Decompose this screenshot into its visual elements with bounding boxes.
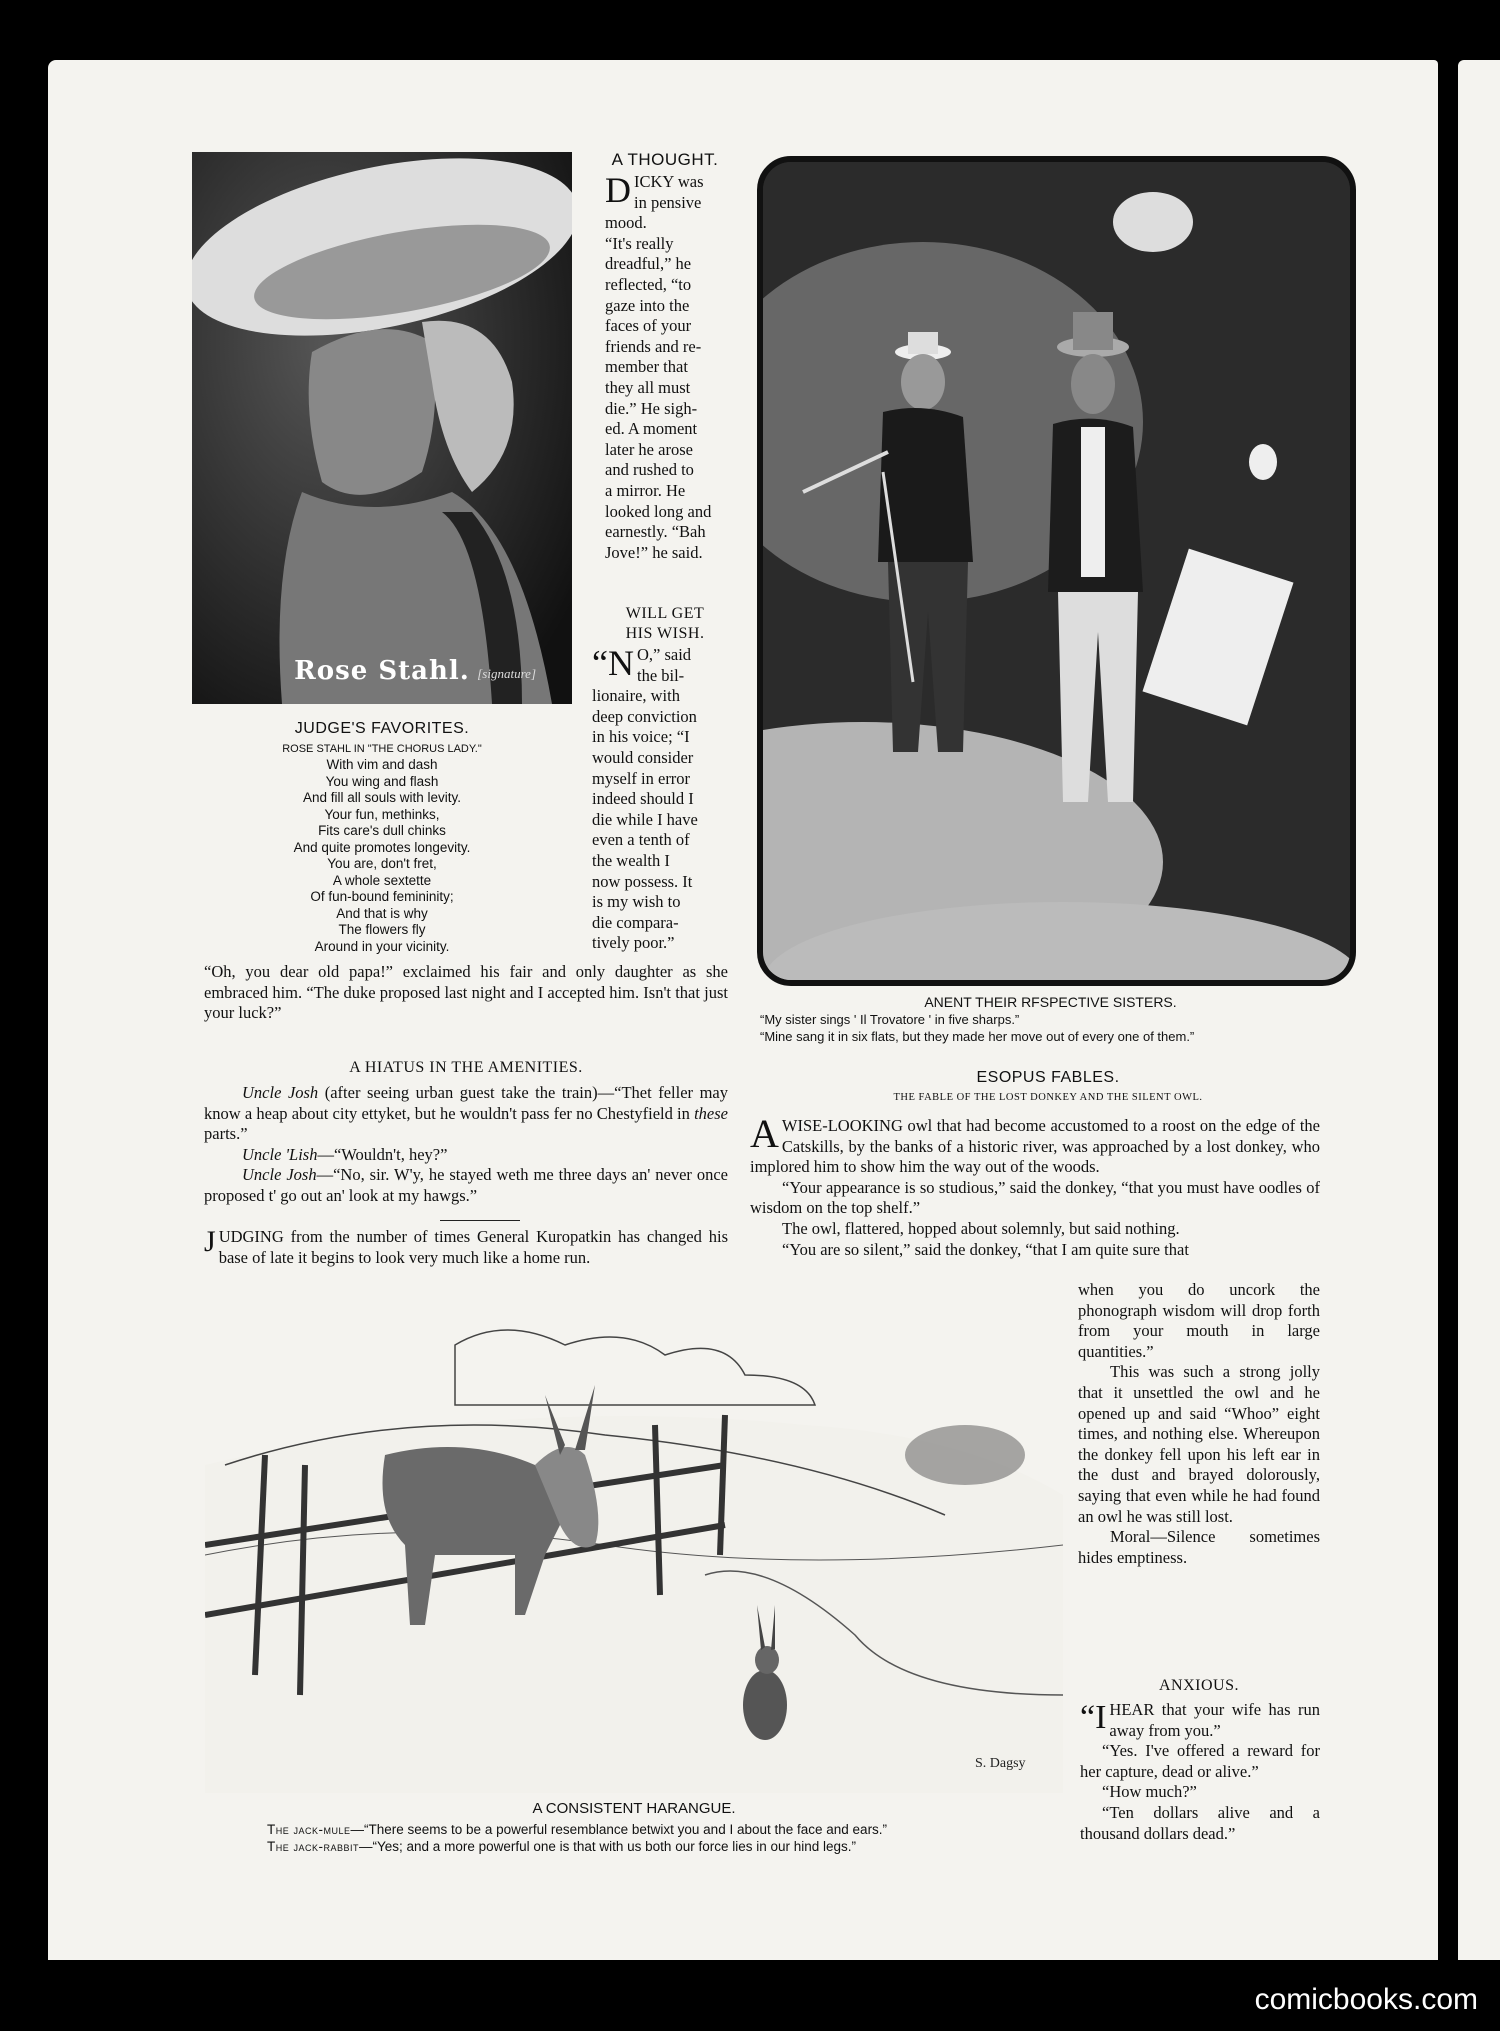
wish-line: now possess. It — [592, 871, 693, 891]
thought-line: gaze into the — [605, 295, 690, 315]
favorites-subtitle: ROSE STAHL IN "THE CHORUS LADY." — [282, 743, 482, 755]
thought-text — [605, 172, 728, 563]
next-page-edge — [1458, 60, 1500, 1960]
thought-line: in pensive — [634, 192, 702, 212]
esopus-text-side — [1078, 1280, 1320, 1568]
wish-line: in his voice; “I — [592, 727, 690, 747]
poem-line: Your fun, methinks, — [324, 806, 440, 822]
hiatus-speaker-2: Uncle 'Lish — [242, 1144, 318, 1164]
esopus-para-1: WISE-LOOKING owl that had become accustomed to a roost on the edge of the Catskills, by the banks of a historic river, was approached by a lost donkey, who implored him to show him the way out of the woods. — [750, 1116, 1320, 1177]
esopus-moral: Moral—Silence sometimes hides emptiness. — [1078, 1527, 1320, 1567]
hiatus-text — [204, 1083, 728, 1207]
favorites-title: JUDGE'S FAVORITES. — [294, 720, 470, 737]
hiatus-line-1: (after seeing urban guest take the train)—“Thet feller may know a heap about city ettyket, but he wouldn't pass fer no Chestyfield in — [204, 1083, 728, 1123]
esopus-para-2: “Your appearance is so studious,” said the donkey, “that you must have oodles of wisdom on the top shelf.” — [750, 1177, 1320, 1218]
sisters-line-2: “Mine sang it in six flats, but they made her move out of every one of them.” — [760, 1029, 1195, 1044]
wish-line: lionaire, with — [592, 686, 680, 706]
hiatus-speaker-3: Uncle Josh — [242, 1165, 317, 1185]
mule-speaker-1: The jack-mule — [267, 1822, 351, 1837]
photographer-signature: [signature] — [477, 666, 536, 681]
sisters-illustration — [757, 156, 1356, 986]
kuropatkin-text — [204, 1227, 728, 1268]
poem-line: The flowers fly — [338, 922, 426, 937]
hiatus-line-3: —“No, sir. W'y, he stayed weth me three days an' never once proposed t' go out an' look at my hawgs.” — [204, 1165, 728, 1205]
wish-line: the bil- — [636, 665, 685, 685]
rose-stahl-photo — [192, 152, 572, 704]
wish-line: indeed should I — [592, 789, 694, 809]
thought-line: faces of your — [605, 316, 692, 336]
mule-speaker-2: The jack-rabbit — [267, 1839, 360, 1854]
anxious-para-2: “Yes. I've offered a reward for her capture, dead or alive.” — [1080, 1741, 1320, 1781]
poem-line: You wing and flash — [325, 773, 439, 789]
poem-line: And that is why — [336, 905, 428, 921]
wish-title-line1: WILL GET — [625, 605, 705, 622]
thought-line: a mirror. He — [605, 480, 686, 500]
esopus-text-top — [750, 1111, 1320, 1260]
wish-title-line2: HIS WISH. — [625, 625, 705, 642]
thought-line: “It's really — [605, 233, 674, 253]
thought-line: die.” He sigh- — [605, 398, 698, 418]
thought-line: later he arose — [605, 439, 693, 459]
mule-caption — [205, 1800, 1063, 1855]
esopus-dropcap: A — [750, 1111, 779, 1156]
thought-line: reflected, “to — [605, 274, 692, 294]
hiatus-line-1-end: parts.” — [204, 1124, 248, 1144]
watermark: comicbooks.com — [1254, 1983, 1478, 2016]
poem-line: Of fun-bound femininity; — [310, 889, 454, 904]
sisters-line-1: “My sister sings ' Il Trovatore ' in five sharps.” — [760, 1012, 1020, 1027]
hiatus-line-2: —“Wouldn't, hey?” — [317, 1144, 448, 1164]
esopus-para-3: The owl, flattered, hopped about solemnly, but said nothing. — [782, 1218, 1180, 1238]
poem-line: Around in your vicinity. — [314, 938, 450, 954]
thought-line: and rushed to — [605, 460, 694, 480]
poem-line: You are, don't fret, — [327, 856, 437, 871]
mule-line-2: —“Yes; and a more powerful one is that with us both our force lies in our hind legs.” — [359, 1839, 857, 1854]
thought-line: ICKY was — [634, 172, 704, 191]
anxious-dropcap: “I — [1080, 1699, 1107, 1736]
poem-line: A whole sextette — [332, 872, 432, 888]
wish-dropcap: “N — [592, 643, 634, 683]
thought-line: Jove!” he said. — [605, 542, 703, 562]
poem-line: Fits care's dull chinks — [318, 823, 446, 838]
thought-line: looked long and — [605, 501, 712, 521]
mule-rabbit-illustration — [205, 1315, 1063, 1793]
hiatus-title: A HIATUS IN THE AMENITIES. — [349, 1059, 583, 1076]
kuropatkin-body: UDGING from the number of times General Kuropatkin has changed his base of late it begins to look very much like a home run. — [218, 1227, 728, 1267]
favorites-poem — [192, 757, 572, 955]
sisters-caption — [757, 994, 1344, 1045]
thought-line: member that — [605, 357, 688, 377]
esopus-para-5: This was such a strong jolly that it unsettled the owl and he opened up and said “Whoo” eight times, and nothing else. Whereupon the donkey fell upon his left ear in the dust and brayed dolorously, saying that even while he had found an owl he was still lost. — [1078, 1362, 1320, 1526]
poem-line: And fill all souls with levity. — [302, 790, 462, 805]
thought-title: A THOUGHT. — [611, 150, 719, 169]
esopus-title: ESOPUS FABLES. — [976, 1069, 1120, 1086]
anxious-para-4: “Ten dollars alive and a thousand dollars dead.” — [1080, 1802, 1320, 1843]
esopus-subtitle: THE FABLE OF THE LOST DONKEY AND THE SILENT OWL. — [893, 1092, 1203, 1103]
thought-line: friends and re- — [605, 336, 702, 356]
poem-line: And quite promotes longevity. — [293, 839, 471, 855]
wish-line: is my wish to — [592, 892, 681, 912]
thought-dropcap: D — [605, 170, 631, 210]
wish-line: deep conviction — [592, 706, 697, 726]
anxious-text — [1080, 1700, 1320, 1844]
thought-line: they all must — [605, 377, 691, 397]
anxious-para-3: “How much?” — [1102, 1782, 1197, 1802]
wish-line: die compara- — [592, 912, 679, 932]
thought-line: dreadful,” he — [605, 254, 692, 274]
esopus-para-4a: “You are so silent,” said the donkey, “that I am quite sure that — [782, 1239, 1189, 1259]
wish-line: even a tenth of — [592, 830, 690, 850]
wish-line: tively poor.” — [592, 933, 675, 953]
section-divider — [440, 1220, 520, 1221]
hiatus-speaker-1: Uncle Josh — [242, 1083, 319, 1102]
poem-line: With vim and dash — [326, 757, 438, 772]
mule-line-1: —“There seems to be a powerful resemblance betwixt you and I about the face and ears.” — [350, 1822, 888, 1837]
kuropatkin-dropcap: J — [204, 1225, 216, 1258]
thought-line: earnestly. “Bah — [605, 522, 706, 542]
anxious-para-1: HEAR that your wife has run away from you.” — [1109, 1700, 1320, 1740]
hiatus-emphasis: these — [694, 1103, 728, 1123]
wish-line: O,” said — [636, 645, 692, 664]
wish-text — [592, 645, 728, 954]
mule-artist-signature: S. Dagsy — [975, 1756, 1026, 1771]
thought-line: mood. — [605, 213, 647, 233]
wish-line: the wealth I — [592, 850, 670, 870]
anxious-title: ANXIOUS. — [1159, 1677, 1239, 1694]
sisters-title: ANENT THEIR RFSPECTIVE SISTERS. — [924, 994, 1177, 1010]
wish-line: die while I have — [592, 809, 698, 829]
wish-line: myself in error — [592, 768, 691, 788]
photo-caption: Rose Stahl. — [294, 656, 470, 686]
esopus-para-4b: when you do uncork the phonograph wisdom will drop forth from your mouth in large quantities.” — [1078, 1280, 1320, 1361]
wish-line: would consider — [592, 747, 694, 767]
mule-title: A CONSISTENT HARANGUE. — [532, 1800, 736, 1817]
wish-continuation: “Oh, you dear old papa!” exclaimed his fair and only daughter as she embraced him. “The duke proposed last night and I accepted him. Isn't that just your luck?” — [204, 962, 728, 1023]
thought-line: ed. A moment — [605, 419, 698, 439]
